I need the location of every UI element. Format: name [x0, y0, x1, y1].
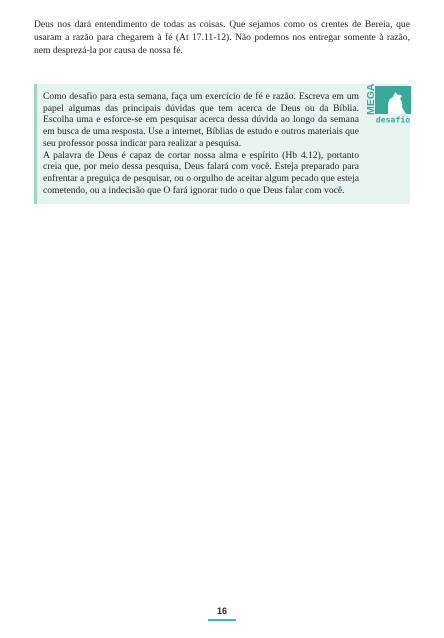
badge-word-desafio: desafio — [375, 114, 411, 124]
intro-paragraph: Deus nos dará entendimento de todas as coisas. Que sejamos como os crentes de Bereia, que usaram a razão para chegarem à fé (At 17.11-12). Não podemos nos entregar somente à razão, nem desprezá-la por causa de nossa fé. — [34, 19, 410, 56]
challenge-paragraph-1: Como desafio para esta semana, faça um exercício de fé e razão. Escreva em um papel algumas das principais dúvidas que tem acerca de Deus ou da Bíblia. Escolha uma e esforce-se em pesquisar acerca dessa dúvida ao longo da semana em busca de uma resposta. Use a internet, Bíblias de estudo e outros materiais que seu professor possa indicar para realizar a pesquisa. — [43, 91, 359, 149]
challenge-box — [34, 84, 410, 204]
challenge-paragraph-2: A palavra de Deus é capaz de cortar nossa alma e espírito (Hb 4.12), portanto creia que, por meio dessa pesquisa, Deus falará com você. Esteja preparado para enfrentar a preguiça de pesquisar, ou o orgulho de aceitar algum pecado que esteja cometendo, ou a indecisão que O fará ignorar tudo o que Deus falar com você. — [43, 149, 359, 196]
mega-desafio-badge — [362, 84, 413, 124]
page-number-underline — [208, 619, 236, 621]
challenge-text — [43, 91, 359, 196]
badge-word-mega: MEGA — [365, 84, 377, 115]
page-number: 16 — [216, 606, 227, 616]
